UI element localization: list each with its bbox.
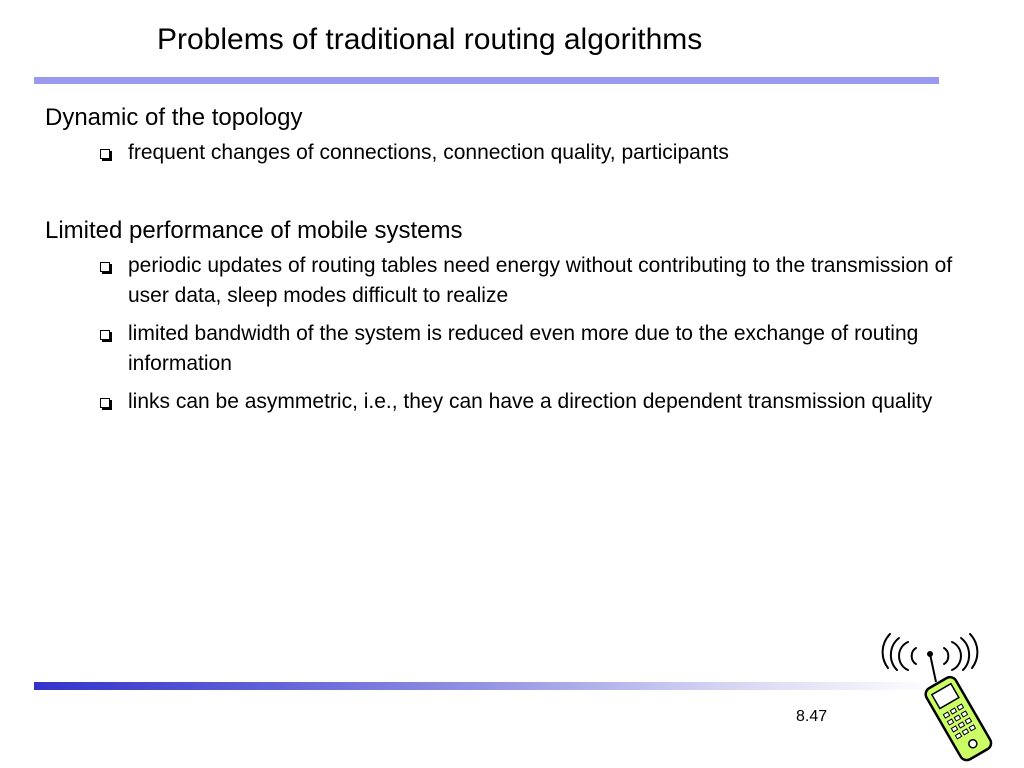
mobile-phone-clipart bbox=[880, 628, 1000, 764]
section-spacer bbox=[45, 180, 995, 214]
footer-rule bbox=[34, 682, 939, 690]
bullet-text: limited bandwidth of the system is reduced even more due to the exchange of routing information bbox=[128, 322, 919, 375]
section-topology bbox=[45, 101, 995, 168]
section-heading: Limited performance of mobile systems bbox=[45, 217, 463, 244]
section-performance bbox=[45, 214, 995, 417]
square-bullet-icon bbox=[100, 398, 110, 408]
slide-title: Problems of traditional routing algorithms bbox=[157, 23, 703, 56]
phone-antenna bbox=[928, 652, 936, 682]
bullet-item bbox=[45, 319, 995, 379]
page-number: 8.47 bbox=[796, 708, 828, 725]
phone-body bbox=[923, 675, 993, 763]
section-heading: Dynamic of the topology bbox=[45, 104, 303, 131]
bullet-text: periodic updates of routing tables need energy without contributing to the transmission of user data, sleep modes difficult to realize bbox=[128, 254, 953, 307]
bullet-list bbox=[45, 251, 995, 417]
bullet-item bbox=[45, 251, 995, 311]
bullet-text: links can be asymmetric, i.e., they can have a direction dependent transmission quality bbox=[128, 390, 933, 413]
bullet-text: frequent changes of connections, connection quality, participants bbox=[128, 141, 729, 164]
bullet-list bbox=[45, 138, 995, 168]
square-bullet-icon bbox=[100, 262, 110, 272]
slide-content bbox=[45, 101, 995, 429]
square-bullet-icon bbox=[100, 330, 110, 340]
bullet-item bbox=[45, 387, 995, 417]
bullet-item bbox=[45, 138, 995, 168]
title-underline bbox=[34, 77, 939, 84]
square-bullet-icon bbox=[100, 149, 110, 159]
